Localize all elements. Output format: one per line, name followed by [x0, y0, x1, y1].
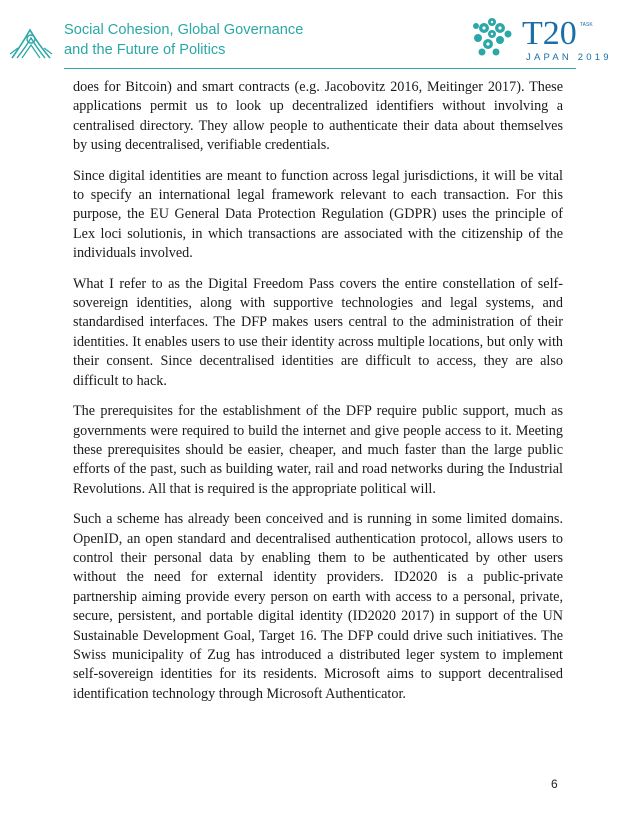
- header-title: [64, 21, 303, 60]
- logo-small-text: TASK: [580, 22, 593, 28]
- header-title-line1: Social Cohesion, Global Governance: [64, 22, 304, 38]
- header-title-line2: and the Future of Politics: [64, 41, 226, 58]
- logo-main-text: T20: [522, 15, 577, 52]
- paragraph-5: Such a scheme has already been conceived and is running in some limited domains. OpenID, an open standard and decentralised authentication protocol, allows users to control their personal data by enabling them to be authenticated by other users without the need for external identity providers. ID2020 is a public-private partnership aiming provide every person on earth with access to a personal, private, secure, persistent, and portable digital identity (ID2020 2017) in support of the UN Sustainable Development Goal, Target 16. The DFP could drive such initiatives. The Swiss municipality of Zug has introduced a distributed leger system to implement self-sovereign identities for its residents. Microsoft aims to support decentralised identification technology through Microsoft Authenticator.: [73, 511, 563, 702]
- page-header: [0, 0, 638, 70]
- paragraph-2: Since digital identities are meant to function across legal jurisdictions, it will be vital to specify an international legal framework relevant to each transaction. For this purpose, the EU General Data Protection Regulation (GDPR) uses the principle of Lex loci solutionis, in which transactions are associated with the citizenship of the individuals involved.: [73, 167, 563, 262]
- page-number: 6: [551, 777, 558, 791]
- logo-sub-text: JAPAN 2019: [526, 52, 612, 63]
- flower-cluster-icon: [473, 18, 512, 56]
- paragraph-1: does for Bitcoin) and smart contracts (e.g. Jacobovitz 2016, Meitinger 2017). These applications permit us to look up decentralized identifiers without involving a centralised directory. They allow people to authenticate their data about themselves by using decentralised, verifiable credentials.: [73, 79, 563, 154]
- hands-circle-icon: [8, 18, 54, 64]
- t20-japan-logo: [470, 8, 630, 64]
- header-rule: [64, 68, 576, 69]
- paragraph-4: The prerequisites for the establishment of the DFP require public support, much as governments were required to build the internet and give people access to it. Meeting these prerequisites should be easier, cheaper, and much faster than the large public efforts of the past, such as building water, rail and road networks during the Industrial Revolutions. All that is required is the appropriate political will.: [73, 403, 563, 497]
- body-text: [73, 78, 563, 715]
- paragraph-3: What I refer to as the Digital Freedom Pass covers the entire constellation of self-sovereign identities, along with supportive technologies and legal systems, and standardised interfaces. The DFP makes users central to the administration of their identities. It enables users to use their identity across multiple locations, but only with their consent. Since decentralised identities are difficult to access, they are also difficult to hack.: [73, 275, 563, 389]
